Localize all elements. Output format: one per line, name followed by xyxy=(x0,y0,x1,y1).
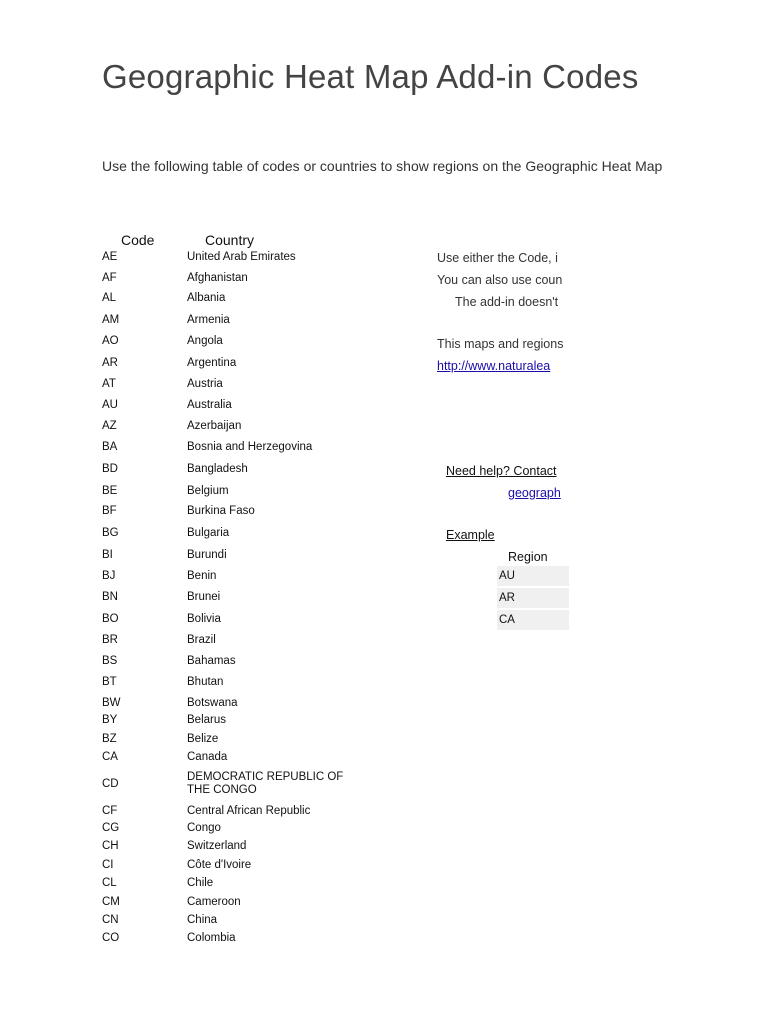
note-line-1: Use either the Code, i xyxy=(437,251,558,265)
country-name: Bolivia xyxy=(187,613,221,625)
country-column-header: Country xyxy=(205,232,255,248)
country-name: Congo xyxy=(187,822,221,834)
country-code: CD xyxy=(102,778,119,790)
country-name: Brunei xyxy=(187,591,221,603)
country-name: Côte d'Ivoire xyxy=(187,859,252,871)
country-name: Azerbaijan xyxy=(187,420,242,432)
country-code: AL xyxy=(102,292,117,304)
country-code: CA xyxy=(102,751,118,763)
country-name: Armenia xyxy=(187,314,230,326)
country-code: BR xyxy=(102,634,118,646)
code-column-header: Code xyxy=(121,232,155,248)
country-code: CL xyxy=(102,877,117,889)
country-code: BE xyxy=(102,485,118,497)
page-title: Geographic Heat Map Add-in Codes xyxy=(102,58,639,95)
country-name: Bangladesh xyxy=(187,463,248,475)
page-subtitle: Use the following table of codes or countries to show regions on the Geographic Heat Map xyxy=(102,158,663,174)
country-name: Burundi xyxy=(187,549,227,561)
example-region-cell[interactable]: AU xyxy=(497,566,569,586)
country-code: BA xyxy=(102,441,118,453)
country-name: Belgium xyxy=(187,485,229,497)
country-name: Angola xyxy=(187,335,223,347)
country-code: CG xyxy=(102,822,120,834)
note-line-2: You can also use coun xyxy=(437,273,563,287)
country-code: CM xyxy=(102,896,120,908)
country-name: Central African Republic xyxy=(187,805,311,817)
country-code: CN xyxy=(102,914,119,926)
country-code: BI xyxy=(102,549,113,561)
country-code: AT xyxy=(102,378,116,390)
country-name: China xyxy=(187,914,218,926)
country-name: Cameroon xyxy=(187,896,241,908)
country-code: AU xyxy=(102,399,118,411)
country-code: BJ xyxy=(102,570,116,582)
country-code: BO xyxy=(102,613,119,625)
country-name: Burkina Faso xyxy=(187,505,255,517)
country-name: Argentina xyxy=(187,357,237,369)
country-name: Brazil xyxy=(187,634,216,646)
note-line-3: The add-in doesn't xyxy=(455,295,559,309)
country-code: BZ xyxy=(102,733,117,745)
country-code: CF xyxy=(102,805,118,817)
country-name: Benin xyxy=(187,570,217,582)
country-name: Colombia xyxy=(187,932,236,944)
country-code: BW xyxy=(102,697,121,709)
country-code: BG xyxy=(102,527,119,539)
example-region-cell[interactable]: AR xyxy=(497,588,569,608)
country-code: AZ xyxy=(102,420,117,432)
country-name: Belarus xyxy=(187,714,226,726)
country-code: BT xyxy=(102,676,117,688)
country-name: Australia xyxy=(187,399,232,411)
country-name: Bulgaria xyxy=(187,527,230,539)
help-contact-link[interactable]: Need help? Contact xyxy=(446,464,557,478)
natural-earth-link[interactable]: http://www.naturalea xyxy=(437,359,551,373)
country-name: Chile xyxy=(187,877,214,889)
help-email-link[interactable]: geograph xyxy=(508,486,561,500)
example-region-cell[interactable]: CA xyxy=(497,610,569,630)
country-name: Bahamas xyxy=(187,655,236,667)
country-name: United Arab Emirates xyxy=(187,251,296,263)
country-name: Afghanistan xyxy=(187,272,248,284)
country-name: Switzerland xyxy=(187,840,247,852)
example-heading: Example xyxy=(446,528,495,542)
country-name: Austria xyxy=(187,378,223,390)
country-code: BY xyxy=(102,714,118,726)
country-code: AO xyxy=(102,335,119,347)
country-code: AM xyxy=(102,314,120,326)
country-name: Belize xyxy=(187,733,219,745)
country-code: BS xyxy=(102,655,118,667)
country-code: AF xyxy=(102,272,117,284)
country-code: AE xyxy=(102,251,118,263)
country-name: Albania xyxy=(187,292,226,304)
country-code: BN xyxy=(102,591,118,603)
country-name: Canada xyxy=(187,751,228,763)
country-code: CI xyxy=(102,859,114,871)
country-name: Bhutan xyxy=(187,676,224,688)
country-code: BF xyxy=(102,505,117,517)
country-name: DEMOCRATIC REPUBLIC OF THE CONGO xyxy=(187,771,344,796)
country-name: Bosnia and Herzegovina xyxy=(187,441,313,453)
country-code: AR xyxy=(102,357,118,369)
country-code: CO xyxy=(102,932,120,944)
country-name: Botswana xyxy=(187,697,238,709)
country-code: CH xyxy=(102,840,119,852)
note-line-4: This maps and regions xyxy=(437,337,564,351)
region-column-header: Region xyxy=(508,550,548,564)
country-code: BD xyxy=(102,463,118,475)
